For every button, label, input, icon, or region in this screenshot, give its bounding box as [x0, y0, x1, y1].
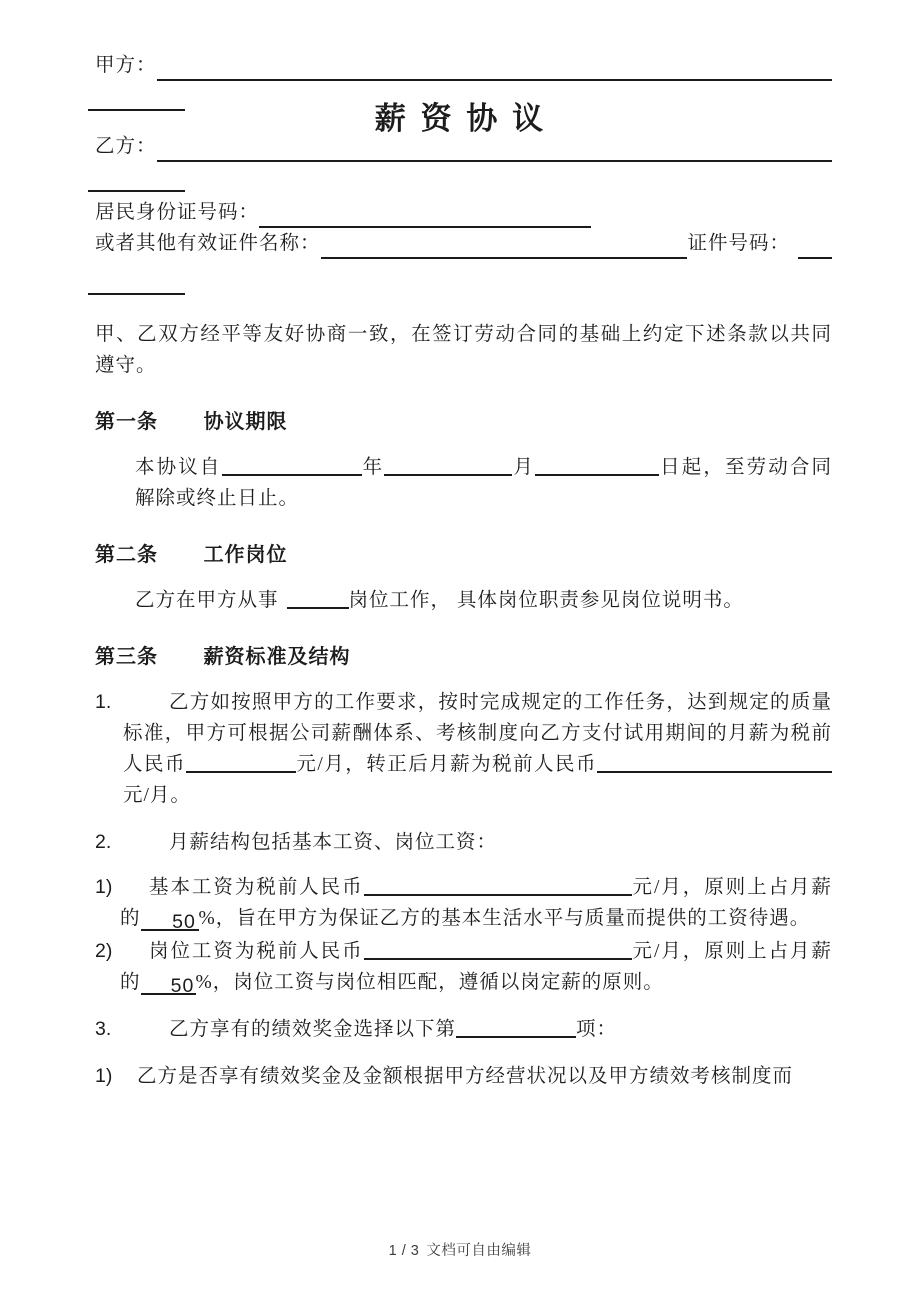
party-b-blank-continuation[interactable]: [88, 162, 185, 192]
other-cert-name-blank[interactable]: [321, 231, 688, 259]
post-salary-blank[interactable]: [364, 940, 632, 960]
sub-item-2-number: 2): [95, 940, 113, 962]
party-b-row: [95, 131, 832, 162]
sub-item-2-text-2: 元/月，原则上占月薪的: [120, 941, 832, 993]
resident-id-blank[interactable]: [259, 200, 591, 228]
cert-number-blank-continuation[interactable]: [88, 259, 185, 295]
bonus-option-blank[interactable]: [456, 1018, 576, 1038]
party-a-blank[interactable]: [157, 53, 832, 81]
article-1-number: 第一条: [95, 411, 158, 433]
month-blank[interactable]: [384, 456, 512, 476]
footer-note: 文档可自由编辑: [426, 1243, 532, 1259]
article-1-clause: [135, 452, 832, 514]
base-salary-blank[interactable]: [364, 876, 632, 896]
cert-number-label: 证件号码：: [687, 233, 790, 254]
item-2-number: 2.: [95, 831, 112, 853]
regular-salary-blank[interactable]: [597, 753, 832, 773]
item-1-number: 1.: [95, 691, 112, 713]
other-cert-label: 或者其他有效证件名称：: [95, 233, 321, 254]
clause-sub-item-2: [95, 936, 832, 998]
article-2-number: 第二条: [95, 544, 158, 566]
item-1-text-3: 元/月。: [123, 785, 191, 806]
article-1-text-2: 日起，至劳动合同解除或终止日止。: [135, 457, 832, 509]
sub-item-3-text: 乙方是否享有绩效奖金及金额根据甲方经营状况以及甲方绩效考核制度而: [137, 1066, 794, 1087]
clause-sub-item-1: [95, 872, 832, 934]
party-b-label: 乙方：: [95, 136, 157, 157]
sub-item-2-text-3: %，岗位工资与岗位相匹配，遵循以岗定薪的原则。: [195, 972, 664, 993]
item-3-number: 3.: [95, 1018, 112, 1040]
sub-item-3-number: 1): [95, 1065, 113, 1087]
other-cert-row: [95, 228, 832, 259]
article-2-text-1: 乙方在甲方从事: [135, 590, 279, 611]
year-label: 年: [361, 457, 385, 478]
article-1-heading: [95, 409, 832, 436]
party-a-row: [95, 50, 832, 81]
sub-item-1-text-1: 基本工资为税前人民币: [149, 877, 364, 898]
day-blank[interactable]: [535, 456, 659, 476]
resident-id-label: 居民身份证号码：: [95, 202, 260, 223]
clause-sub-item-3: [95, 1061, 832, 1092]
article-1-text-1: 本协议自: [135, 457, 222, 478]
month-label: 月: [512, 457, 535, 478]
page-footer: [0, 1236, 920, 1267]
job-position-blank[interactable]: [287, 589, 349, 609]
document-title: 薪 资 协 议: [374, 101, 546, 137]
party-a-blank-continuation[interactable]: [88, 81, 185, 111]
article-3-heading: [95, 644, 832, 671]
clause-item-3: [95, 1014, 832, 1045]
preamble-paragraph: 甲、乙双方经平等友好协商一致，在签订劳动合同的基础上约定下述条款以共同遵守。: [95, 324, 832, 376]
item-1-text-1: 乙方如按照甲方的工作要求，按时完成规定的工作任务，达到规定的质量标准，甲方可根据公司薪酬体系、考核制度向乙方支付试用期间的月薪为税前人民币: [123, 692, 832, 775]
clause-item-2: [95, 827, 832, 858]
item-3-text-1: 乙方享有的绩效奖金选择以下第: [169, 1019, 457, 1040]
sub-item-2-text-1: 岗位工资为税前人民币: [149, 941, 364, 962]
item-3-text-2: 项：: [576, 1019, 618, 1040]
article-2-text-2: 岗位工作， 具体岗位职责参见岗位说明书。: [348, 590, 744, 611]
post-salary-percent-blank[interactable]: 50: [141, 971, 196, 995]
sub-item-1-number: 1): [95, 876, 113, 898]
page-indicator: 1 / 3: [388, 1243, 420, 1259]
article-2-clause: [135, 585, 832, 616]
document-content: [95, 0, 832, 1092]
sub-item-1-text-2: 元/月，原则上占月薪的: [120, 877, 832, 929]
item-2-text: 月薪结构包括基本工资、岗位工资：: [169, 832, 498, 853]
article-1-title: 协议期限: [203, 411, 288, 433]
cert-number-blank[interactable]: [798, 231, 832, 259]
article-2-heading: [95, 542, 832, 569]
base-salary-percent-blank[interactable]: 50: [141, 907, 199, 931]
probation-salary-blank[interactable]: [186, 753, 296, 773]
year-blank[interactable]: [222, 456, 362, 476]
party-b-blank[interactable]: [157, 134, 832, 162]
article-3-number: 第三条: [95, 646, 158, 668]
item-1-text-2: 元/月，转正后月薪为税前人民币: [295, 754, 597, 775]
article-2-title: 工作岗位: [203, 544, 288, 566]
article-3-title: 薪资标准及结构: [203, 646, 351, 668]
sub-item-1-text-3: %，旨在甲方为保证乙方的基本生活水平与质量而提供的工资待遇。: [198, 908, 811, 929]
clause-item-1: [95, 687, 832, 811]
resident-id-row: [95, 197, 832, 228]
party-a-label: 甲方：: [95, 55, 157, 76]
